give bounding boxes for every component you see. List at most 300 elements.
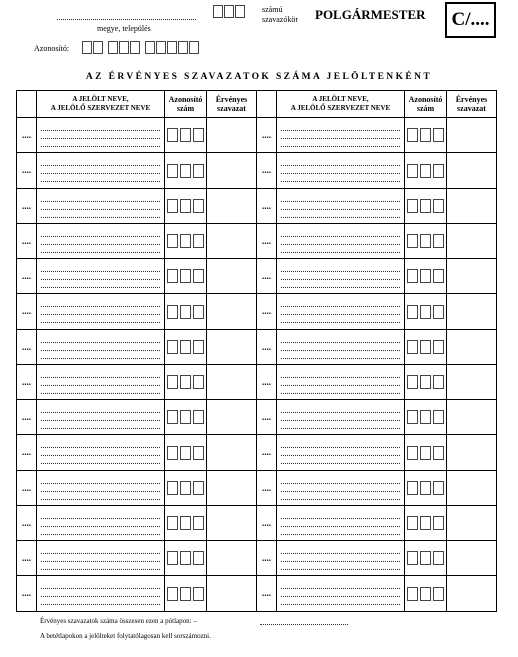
name-dotted-line <box>41 597 160 605</box>
id-digit-box <box>433 128 444 142</box>
table-row <box>17 188 497 223</box>
id-digit-box <box>167 375 178 389</box>
name-dotted-line <box>41 139 160 147</box>
id-digit-box <box>193 446 204 460</box>
table-row <box>17 576 497 611</box>
name-dotted-line <box>41 210 160 218</box>
candidate-id-field[interactable] <box>165 118 207 153</box>
id-digit-box <box>180 164 191 178</box>
row-number-cell: .... <box>17 188 37 223</box>
name-dotted-line <box>41 386 160 394</box>
candidate-id-field[interactable] <box>405 223 447 258</box>
name-dotted-line <box>281 229 400 237</box>
id-digit-box <box>193 516 204 530</box>
header-name-line1: A JELÖLT NEVE, <box>72 95 129 103</box>
id-digit-box <box>167 199 178 213</box>
row-number-cell: .... <box>257 470 277 505</box>
valid-votes-field[interactable] <box>447 259 497 294</box>
row-number-cell: .... <box>17 329 37 364</box>
header-number-cell <box>257 91 277 118</box>
header-votes-cell <box>447 91 497 118</box>
id-digit-box <box>119 41 129 54</box>
name-dotted-line <box>41 370 160 378</box>
candidate-id-field[interactable] <box>405 435 447 470</box>
candidate-name-field[interactable] <box>277 153 405 188</box>
id-digit-box <box>193 375 204 389</box>
candidate-name-field[interactable] <box>37 400 165 435</box>
candidate-name-field[interactable] <box>37 329 165 364</box>
id-digit-box <box>407 446 418 460</box>
name-dotted-line <box>41 202 160 210</box>
name-dotted-line <box>41 245 160 253</box>
candidate-name-field[interactable] <box>277 294 405 329</box>
id-digit-box <box>167 164 178 178</box>
candidate-id-field[interactable] <box>165 223 207 258</box>
candidate-name-field[interactable] <box>37 259 165 294</box>
id-digit-box <box>180 128 191 142</box>
candidate-id-field[interactable] <box>405 470 447 505</box>
candidate-id-field[interactable] <box>165 576 207 611</box>
name-dotted-line <box>281 280 400 288</box>
name-dotted-line <box>281 272 400 280</box>
id-digit-box <box>420 164 431 178</box>
id-digit-box <box>407 375 418 389</box>
name-dotted-line <box>281 237 400 245</box>
valid-votes-field[interactable] <box>207 259 257 294</box>
id-digit-box <box>93 41 103 54</box>
id-digit-box <box>167 128 178 142</box>
id-digit-box <box>180 481 191 495</box>
candidate-name-field[interactable] <box>37 364 165 399</box>
valid-votes-field[interactable] <box>447 153 497 188</box>
id-digit-box <box>407 551 418 565</box>
id-digit-box <box>193 199 204 213</box>
candidate-id-field[interactable] <box>165 259 207 294</box>
candidate-name-field[interactable] <box>277 400 405 435</box>
table-row <box>17 541 497 576</box>
id-digit-box <box>433 234 444 248</box>
candidate-name-field[interactable] <box>37 223 165 258</box>
candidate-name-field[interactable] <box>277 364 405 399</box>
id-digit-box <box>407 164 418 178</box>
id-digit-box <box>433 446 444 460</box>
row-number-cell: .... <box>257 364 277 399</box>
name-dotted-line <box>281 405 400 413</box>
candidate-name-field[interactable] <box>277 470 405 505</box>
name-dotted-line <box>41 484 160 492</box>
name-dotted-line <box>41 581 160 589</box>
name-dotted-line <box>41 405 160 413</box>
name-dotted-line <box>281 546 400 554</box>
row-number-cell: .... <box>17 576 37 611</box>
name-dotted-line <box>41 492 160 500</box>
id-digit-box <box>407 340 418 354</box>
row-number-cell: .... <box>257 329 277 364</box>
valid-votes-field[interactable] <box>447 400 497 435</box>
valid-votes-field[interactable] <box>207 435 257 470</box>
header-id-line1: Azonosító <box>168 95 203 104</box>
id-digit-box <box>407 516 418 530</box>
valid-votes-field[interactable] <box>447 223 497 258</box>
id-digit-box <box>108 41 118 54</box>
header-id-line2: szám <box>416 104 435 113</box>
name-dotted-line <box>41 307 160 315</box>
table-row <box>17 364 497 399</box>
name-dotted-line <box>281 589 400 597</box>
candidate-id-field[interactable] <box>165 435 207 470</box>
header-name-line2: A JELÖLŐ SZERVEZET NEVE <box>50 104 151 112</box>
id-digit-box <box>180 269 191 283</box>
row-number-cell: .... <box>17 505 37 540</box>
row-number-cell: .... <box>17 435 37 470</box>
name-dotted-line <box>281 421 400 429</box>
name-dotted-line <box>281 492 400 500</box>
row-number-cell: .... <box>257 118 277 153</box>
id-digit-box <box>180 516 191 530</box>
candidate-id-field[interactable] <box>405 400 447 435</box>
name-dotted-line <box>41 299 160 307</box>
valid-votes-field[interactable] <box>447 188 497 223</box>
id-digit-box <box>420 340 431 354</box>
section-heading: AZ ÉRVÉNYES SZAVAZATOK SZÁMA JELÖLTENKÉNT <box>85 72 433 82</box>
candidate-name-field[interactable] <box>37 294 165 329</box>
id-digit-box <box>193 481 204 495</box>
row-number-cell: .... <box>257 435 277 470</box>
id-digit-box <box>156 41 166 54</box>
name-dotted-line <box>281 386 400 394</box>
row-number-cell: .... <box>17 541 37 576</box>
candidate-name-field[interactable] <box>277 505 405 540</box>
valid-votes-field[interactable] <box>207 153 257 188</box>
table-row <box>17 505 497 540</box>
id-digit-box <box>167 481 178 495</box>
district-label-line1: számú <box>262 5 283 14</box>
name-dotted-line <box>281 166 400 174</box>
name-dotted-line <box>281 174 400 182</box>
id-digit-box <box>189 41 199 54</box>
id-digit-box <box>193 551 204 565</box>
name-dotted-line <box>41 554 160 562</box>
id-digit-box <box>420 410 431 424</box>
district-number-boxes <box>213 5 246 23</box>
name-dotted-line <box>41 229 160 237</box>
valid-votes-field[interactable] <box>207 188 257 223</box>
name-dotted-line <box>41 131 160 139</box>
candidate-id-field[interactable] <box>405 153 447 188</box>
id-digit-box <box>433 481 444 495</box>
name-dotted-line <box>41 272 160 280</box>
id-digit-box <box>433 551 444 565</box>
id-digit-box <box>193 234 204 248</box>
id-digit-box <box>167 41 177 54</box>
candidate-id-field[interactable] <box>405 505 447 540</box>
candidate-name-field[interactable] <box>37 153 165 188</box>
name-dotted-line <box>281 123 400 131</box>
name-dotted-line <box>281 527 400 535</box>
table-row <box>17 259 497 294</box>
location-label: megye, település <box>97 24 151 33</box>
valid-votes-field[interactable] <box>207 329 257 364</box>
row-number-cell: .... <box>17 118 37 153</box>
table-row <box>17 153 497 188</box>
candidate-id-field[interactable] <box>165 470 207 505</box>
table-row <box>17 223 497 258</box>
row-number-cell: .... <box>17 400 37 435</box>
total-dotted-line[interactable] <box>260 624 348 625</box>
candidate-name-field[interactable] <box>37 118 165 153</box>
id-digit-box <box>167 340 178 354</box>
page-title: POLGÁRMESTER <box>315 7 426 22</box>
candidate-name-field[interactable] <box>37 188 165 223</box>
name-dotted-line <box>281 210 400 218</box>
valid-votes-field[interactable] <box>447 364 497 399</box>
table-row <box>17 329 497 364</box>
header-votes-line2: szavazat <box>217 104 246 113</box>
numbering-note: A betétlapokon a jelölteket folytatólagosan kell sorszámozni. <box>40 632 211 640</box>
name-dotted-line <box>41 315 160 323</box>
table-row <box>17 294 497 329</box>
candidate-name-field[interactable] <box>37 505 165 540</box>
id-digit-box <box>420 234 431 248</box>
name-dotted-line <box>281 597 400 605</box>
valid-votes-field[interactable] <box>447 541 497 576</box>
candidate-name-field[interactable] <box>277 329 405 364</box>
valid-votes-field[interactable] <box>447 576 497 611</box>
district-digit-box <box>224 5 234 18</box>
id-digit-box <box>82 41 92 54</box>
location-dotted-line <box>57 19 196 20</box>
name-dotted-line <box>41 166 160 174</box>
header-votes-line1: Érvényes <box>455 95 488 104</box>
name-dotted-line <box>41 476 160 484</box>
candidate-name-field[interactable] <box>277 435 405 470</box>
id-digit-box <box>433 305 444 319</box>
name-dotted-line <box>281 299 400 307</box>
id-digit-box <box>433 199 444 213</box>
id-digit-box <box>420 128 431 142</box>
valid-votes-field[interactable] <box>207 118 257 153</box>
name-dotted-line <box>41 589 160 597</box>
valid-votes-field[interactable] <box>207 541 257 576</box>
header-name-line2: A JELÖLŐ SZERVEZET NEVE <box>290 104 391 112</box>
candidate-id-field[interactable] <box>165 188 207 223</box>
id-digit-box <box>407 234 418 248</box>
id-digit-box <box>180 375 191 389</box>
candidate-name-field[interactable] <box>277 259 405 294</box>
id-digit-box <box>433 340 444 354</box>
candidate-name-field[interactable] <box>277 541 405 576</box>
id-digit-box <box>167 410 178 424</box>
row-number-cell: .... <box>17 223 37 258</box>
name-dotted-line <box>281 519 400 527</box>
header-name-cell <box>37 91 165 118</box>
id-digit-box <box>407 128 418 142</box>
id-digit-box <box>420 551 431 565</box>
valid-votes-field[interactable] <box>207 400 257 435</box>
name-dotted-line <box>41 511 160 519</box>
valid-votes-field[interactable] <box>207 470 257 505</box>
row-number-cell: .... <box>257 188 277 223</box>
row-number-cell: .... <box>257 223 277 258</box>
id-digit-box <box>420 199 431 213</box>
form-code-box: C/.... <box>445 2 496 38</box>
candidate-name-field[interactable] <box>37 576 165 611</box>
row-number-cell: .... <box>257 541 277 576</box>
id-digit-box <box>180 199 191 213</box>
candidate-name-field[interactable] <box>277 576 405 611</box>
candidate-id-field[interactable] <box>165 400 207 435</box>
valid-votes-field[interactable] <box>447 470 497 505</box>
valid-votes-field[interactable] <box>207 294 257 329</box>
name-dotted-line <box>281 554 400 562</box>
id-digit-box <box>420 516 431 530</box>
row-number-cell: .... <box>17 364 37 399</box>
id-digit-box <box>167 551 178 565</box>
name-dotted-line <box>281 202 400 210</box>
name-dotted-line <box>281 139 400 147</box>
id-digit-box <box>420 375 431 389</box>
candidate-name-field[interactable] <box>37 470 165 505</box>
name-dotted-line <box>281 413 400 421</box>
id-digit-box <box>433 375 444 389</box>
candidate-name-field[interactable] <box>37 541 165 576</box>
name-dotted-line <box>41 546 160 554</box>
id-digit-box <box>180 446 191 460</box>
name-dotted-line <box>281 440 400 448</box>
row-number-cell: .... <box>257 576 277 611</box>
table-row <box>17 400 497 435</box>
candidate-id-field[interactable] <box>165 153 207 188</box>
table-row <box>17 470 497 505</box>
candidate-name-field[interactable] <box>277 188 405 223</box>
id-digit-box <box>407 410 418 424</box>
name-dotted-line <box>41 351 160 359</box>
candidate-id-field[interactable] <box>405 541 447 576</box>
id-digit-box <box>145 41 155 54</box>
name-dotted-line <box>41 237 160 245</box>
row-number-cell: .... <box>17 294 37 329</box>
id-digit-box <box>193 128 204 142</box>
id-digit-box <box>407 199 418 213</box>
name-dotted-line <box>41 421 160 429</box>
candidate-id-field[interactable] <box>165 505 207 540</box>
name-dotted-line <box>281 370 400 378</box>
header-id-cell <box>165 91 207 118</box>
candidate-id-field[interactable] <box>405 118 447 153</box>
id-digit-box <box>167 269 178 283</box>
name-dotted-line <box>281 131 400 139</box>
row-number-cell: .... <box>257 259 277 294</box>
header-id-line2: szám <box>176 104 195 113</box>
id-digit-box <box>167 516 178 530</box>
valid-votes-field[interactable] <box>447 505 497 540</box>
id-digit-box <box>407 481 418 495</box>
name-dotted-line <box>41 264 160 272</box>
name-dotted-line <box>281 315 400 323</box>
candidate-id-field[interactable] <box>165 294 207 329</box>
candidate-id-field[interactable] <box>405 364 447 399</box>
candidate-name-field[interactable] <box>277 223 405 258</box>
candidate-name-field[interactable] <box>37 435 165 470</box>
candidate-id-field[interactable] <box>405 294 447 329</box>
valid-votes-field[interactable] <box>207 223 257 258</box>
id-digit-box <box>193 410 204 424</box>
name-dotted-line <box>281 378 400 386</box>
district-digit-box <box>235 5 245 18</box>
candidate-name-field[interactable] <box>277 118 405 153</box>
name-dotted-line <box>281 245 400 253</box>
table-row <box>17 118 497 153</box>
id-digit-box <box>433 587 444 601</box>
id-digit-box <box>130 41 140 54</box>
header-name-cell <box>277 91 405 118</box>
table-header-row <box>17 91 497 118</box>
name-dotted-line <box>281 335 400 343</box>
id-digit-box <box>193 587 204 601</box>
name-dotted-line <box>41 440 160 448</box>
name-dotted-line <box>41 194 160 202</box>
id-digit-box <box>420 446 431 460</box>
id-digit-box <box>167 305 178 319</box>
valid-votes-field[interactable] <box>447 118 497 153</box>
id-boxes <box>82 41 200 59</box>
valid-votes-field[interactable] <box>447 294 497 329</box>
row-number-cell: .... <box>257 400 277 435</box>
header-number-cell <box>17 91 37 118</box>
table-row <box>17 435 497 470</box>
valid-votes-field[interactable] <box>207 364 257 399</box>
id-digit-box <box>420 481 431 495</box>
id-digit-box <box>180 551 191 565</box>
row-number-cell: .... <box>17 153 37 188</box>
candidate-id-field[interactable] <box>405 329 447 364</box>
name-dotted-line <box>41 280 160 288</box>
row-number-cell: .... <box>257 505 277 540</box>
name-dotted-line <box>41 448 160 456</box>
id-digit-box <box>167 234 178 248</box>
row-number-cell: .... <box>257 294 277 329</box>
id-digit-box <box>407 587 418 601</box>
row-number-cell: .... <box>257 153 277 188</box>
valid-votes-field[interactable] <box>207 505 257 540</box>
row-number-cell: .... <box>17 259 37 294</box>
candidate-id-field[interactable] <box>165 364 207 399</box>
id-digit-box <box>180 234 191 248</box>
candidate-id-field[interactable] <box>405 576 447 611</box>
id-digit-box <box>180 410 191 424</box>
valid-votes-field[interactable] <box>447 435 497 470</box>
candidate-id-field[interactable] <box>405 259 447 294</box>
name-dotted-line <box>281 351 400 359</box>
id-digit-box <box>180 587 191 601</box>
candidate-id-field[interactable] <box>165 541 207 576</box>
candidate-id-field[interactable] <box>405 188 447 223</box>
row-number-cell: .... <box>17 470 37 505</box>
name-dotted-line <box>41 335 160 343</box>
name-dotted-line <box>281 264 400 272</box>
name-dotted-line <box>281 307 400 315</box>
candidate-id-field[interactable] <box>165 329 207 364</box>
valid-votes-field[interactable] <box>447 329 497 364</box>
total-label: Érvényes szavazatok száma összesen ezen a pótlapon: ‒ <box>40 617 197 625</box>
name-dotted-line <box>41 527 160 535</box>
name-dotted-line <box>41 413 160 421</box>
name-dotted-line <box>281 511 400 519</box>
name-dotted-line <box>41 456 160 464</box>
valid-votes-field[interactable] <box>207 576 257 611</box>
name-dotted-line <box>281 343 400 351</box>
name-dotted-line <box>281 194 400 202</box>
